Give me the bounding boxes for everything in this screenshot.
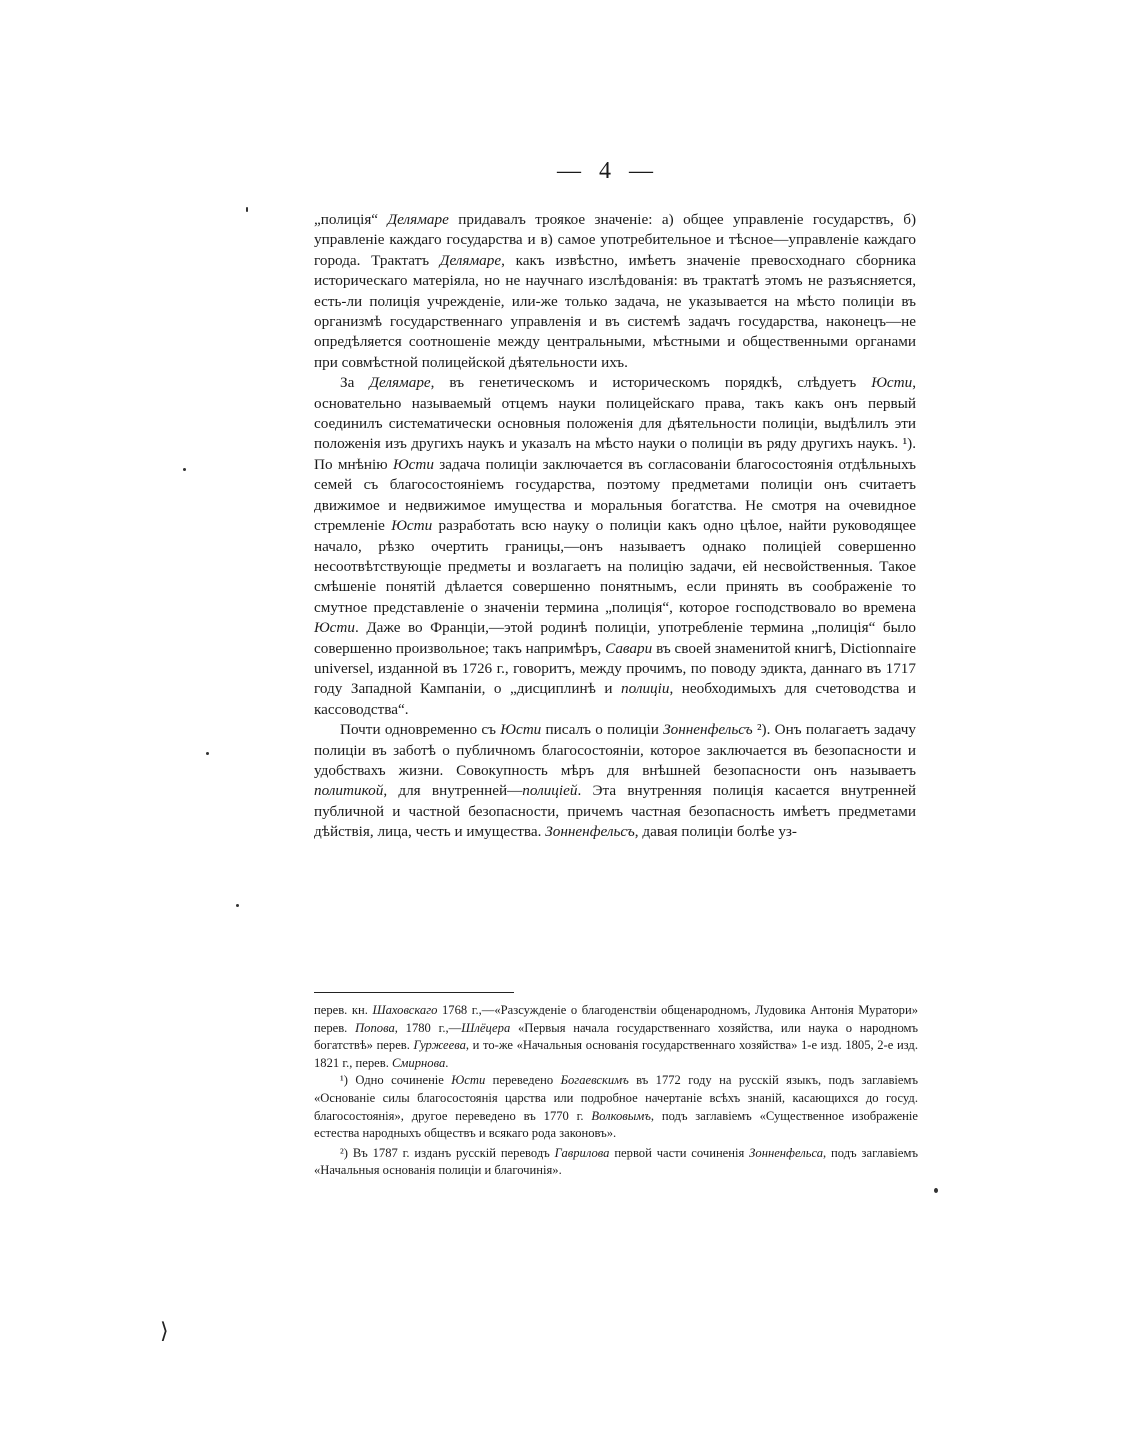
scan-speck	[934, 1188, 938, 1193]
footnote-1: ¹) Одно сочиненіе Юсти переведено Богаевскимъ въ 1772 году на русскій языкъ, подъ заглавіемъ «Основаніе силы благосостоянія царства или подробное начертаніе всѣхъ знаній, касающихся до госуд. благосостоянія», другое переведено въ 1770 г. Волковымъ, подъ заглавіемъ «Существенное изображеніе естества народныхъ обществъ и всякаго рода законовъ».	[314, 1073, 918, 1141]
margin-mark: ⟩	[160, 1318, 169, 1343]
footnote-2: ²) Въ 1787 г. изданъ русскій переводъ Гаврилова первой части сочиненія Зонненфельса, подъ заглавіемъ «Начальныя основанія полиціи и благочинія».	[314, 1145, 918, 1178]
scan-speck	[206, 752, 209, 755]
paragraph: Почти одновременно съ Юсти писалъ о полиціи Зонненфельсъ ²). Онъ полагаетъ задачу полиціи въ заботѣ о публичномъ благосостояніи, которое заключается въ безопасности и удобствахъ жизни. Совокупность мѣръ для внѣшней безопасности онъ называетъ политикой, для внутренней—полиціей. Эта внутренняя полиція касается внутренней публичной и частной безопасности, причемъ частная безопасность имѣетъ предметами дѣйствія, лица, честь и имущества. Зонненфельсъ, давая полиціи болѣе уз-	[314, 721, 916, 841]
paragraph: „полиція“ Делямаре придавалъ троякое значеніе: а) общее управленіе государствъ, б) управленіе каждаго государства и в) самое употребительное и тѣсное—управленіе каждаго города. Трактатъ Делямаре, какъ извѣстно, имѣетъ значеніе превосходнаго сборника историческаго матеріяла, но не научнаго изслѣдованія: въ трактатѣ этомъ не разъясняется, есть-ли полиція учрежденіе, или-же только задача, не указывается на мѣсто полиціи въ организмѣ государственнаго управленія и въ системѣ задачъ государства, наконецъ—не опредѣляется соотношеніе между центральными, мѣстными и общественными органами при совмѣстной полицейской дѣятельности ихъ.	[314, 211, 917, 371]
scan-speck	[246, 207, 248, 212]
main-text	[314, 210, 916, 843]
page-number: — 4 —	[557, 158, 659, 184]
paragraph: За Делямаре, въ генетическомъ и историческомъ порядкѣ, слѣдуетъ Юсти, основательно называемый отцемъ науки полицейскаго права, такъ какъ онъ первый соединилъ систематически основныя положенія для дѣятельности полиціи, выдѣлилъ эти положенія изъ другихъ наукъ и указалъ на мѣсто науки о полиціи въ ряду другихъ наукъ. ¹). По мнѣнію Юсти задача полиціи заключается въ согласованіи благосостоянія отдѣльныхъ семей съ благосостояніемъ государства, поэтому предметами полиціи онъ считаетъ движимое и недвижимое имущества и моральныя богатства. Не смотря на очевидное стремленіе Юсти разработать всю науку о полиціи какъ одно цѣлое, найти руководящее начало, рѣзко очертить границы,—онъ называетъ однако полиціей совершенно несоотвѣтствующіе предметы и возлагаетъ на полицію задачи, ей несвойственныя. Такое смѣшеніе понятій дѣлается совершенно понятнымъ, если принять въ соображеніе то смутное представленіе о значеніи термина „полиція“, которое господствовало во времена Юсти. Даже во Франціи,—этой родинѣ полиціи, употребленіе термина „полиція“ было совершенно произвольное; такъ напримѣръ, Савари въ своей знаменитой книгѣ, Dictionnaire universel, изданной въ 1726 г., говоритъ, между прочимъ, по поводу эдикта, даннаго въ 1717 году Западной Кампаніи, о „дисциплинѣ и полиціи, необходимыхъ для счетоводства и кассоводства“.	[314, 374, 917, 718]
footnote-continuation: перев. кн. Шаховскаго 1768 г.,—«Разсужденіе о благоденствіи общенародномъ, Лудовика Антонія Муратори» перев. Попова, 1780 г.,—Шлёцера «Первыя начала государственнаго хозяйства, или наука о народномъ богатствѣ» перев. Гуржеева, и то-же «Начальныя основанія государственнаго хозяйства» 1-е изд. 1805, 2-е изд. 1821 г., перев. Смирнова.	[314, 1003, 918, 1070]
scan-speck	[183, 468, 186, 471]
footnotes	[314, 1002, 918, 1180]
footnote-divider	[314, 992, 514, 993]
scan-speck	[236, 904, 239, 907]
